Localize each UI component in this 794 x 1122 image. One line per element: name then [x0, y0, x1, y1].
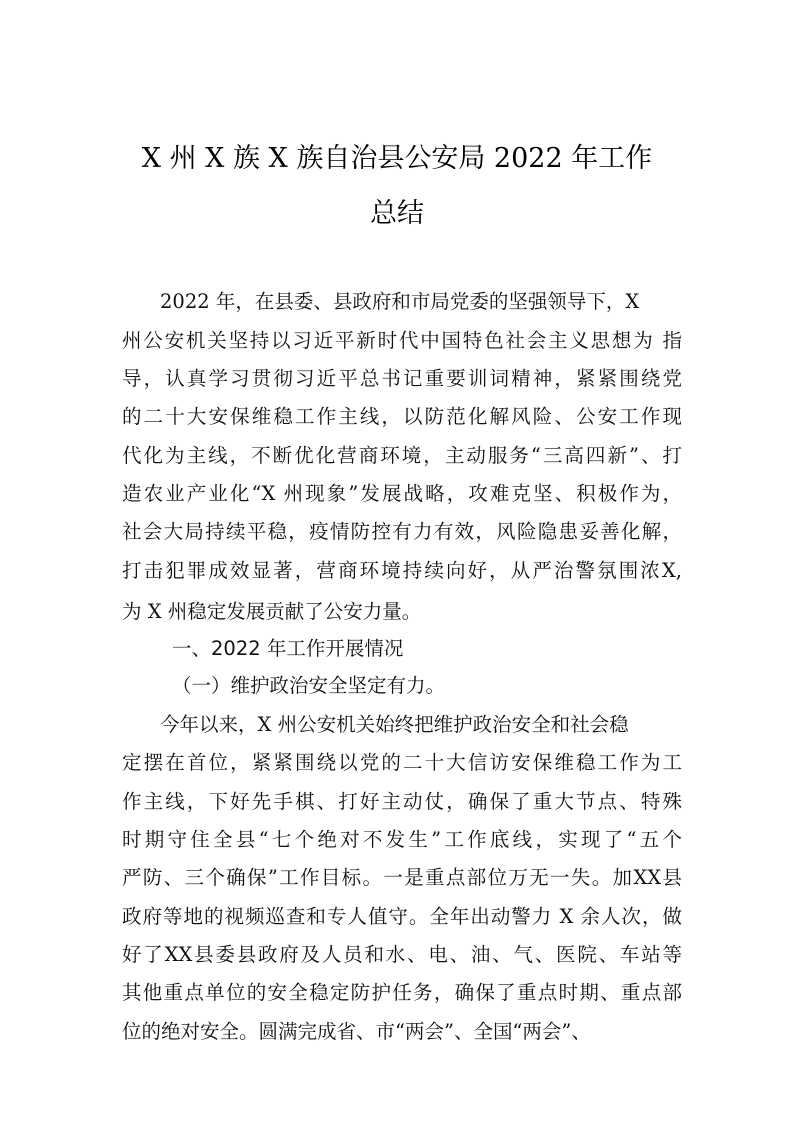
paragraph-1-line: 造农业产业化“X 州现象”发展战略，攻难克坚、积极作为，	[122, 482, 682, 505]
paragraph-1-line: 的二十大安保维稳工作主线，以防范化解风险、公安工作现	[122, 405, 682, 428]
paragraph-2-line: 定摆在首位，紧紧围绕以党的二十大信访安保维稳工作为工	[122, 751, 682, 774]
paragraph-2-line: 严防、三个确保”工作目标。一是重点部位万无一失。加XX县	[122, 866, 682, 889]
paragraph-1-line: 导，认真学习贯彻习近平总书记重要训词精神，紧紧围绕党	[122, 367, 682, 390]
paragraph-2-line: 其他重点单位的安全稳定防护任务，确保了重点时期、重点部	[122, 981, 682, 1004]
paragraph-2-line: 作主线，下好先手棋、打好主动仗，确保了重大节点、特殊	[122, 790, 682, 813]
paragraph-1-line: 2022 年，在县委、县政府和市局党委的坚强领导下，X	[160, 290, 640, 313]
document-title-line2: 总结	[370, 198, 424, 229]
paragraph-2-line: 政府等地的视频巡查和专人值守。全年出动警力 X 余人次，做	[122, 905, 682, 928]
section-heading: 一、2022 年工作开展情况	[172, 637, 404, 660]
paragraph-1-line: 州公安机关坚持以习近平新时代中国特色社会主义思想为 指	[122, 329, 682, 352]
paragraph-1-line: 打击犯罪成效显著，营商环境持续向好，从严治警氛围浓X,	[122, 559, 682, 582]
paragraph-1-line: 为 X 州稳定发展贡献了公安力量。	[122, 600, 422, 623]
paragraph-2-line: 今年以来，X 州公安机关始终把维护政治安全和社会稳	[160, 713, 629, 736]
paragraph-2-line: 时期守住全县“七个绝对不发生”工作底线，实现了“五个	[122, 828, 682, 851]
document-title-line1: X 州 X 族 X 族自治县公安局 2022 年工作	[141, 143, 653, 174]
paragraph-1-line: 代化为主线，不断优化营商环境，主动服务“三高四新”、打	[122, 444, 682, 467]
paragraph-2-line: 位的绝对安全。圆满完成省、市“两会”、全国“两会”、	[122, 1020, 591, 1043]
paragraph-2-line: 好了XX县委县政府及人员和水、电、油、气、医院、车站等	[122, 943, 682, 966]
paragraph-1-line: 社会大局持续平稳，疫情防控有力有效，风险隐患妥善化解，	[122, 520, 682, 543]
subsection-heading: （一）维护政治安全坚定有力。	[172, 674, 446, 697]
